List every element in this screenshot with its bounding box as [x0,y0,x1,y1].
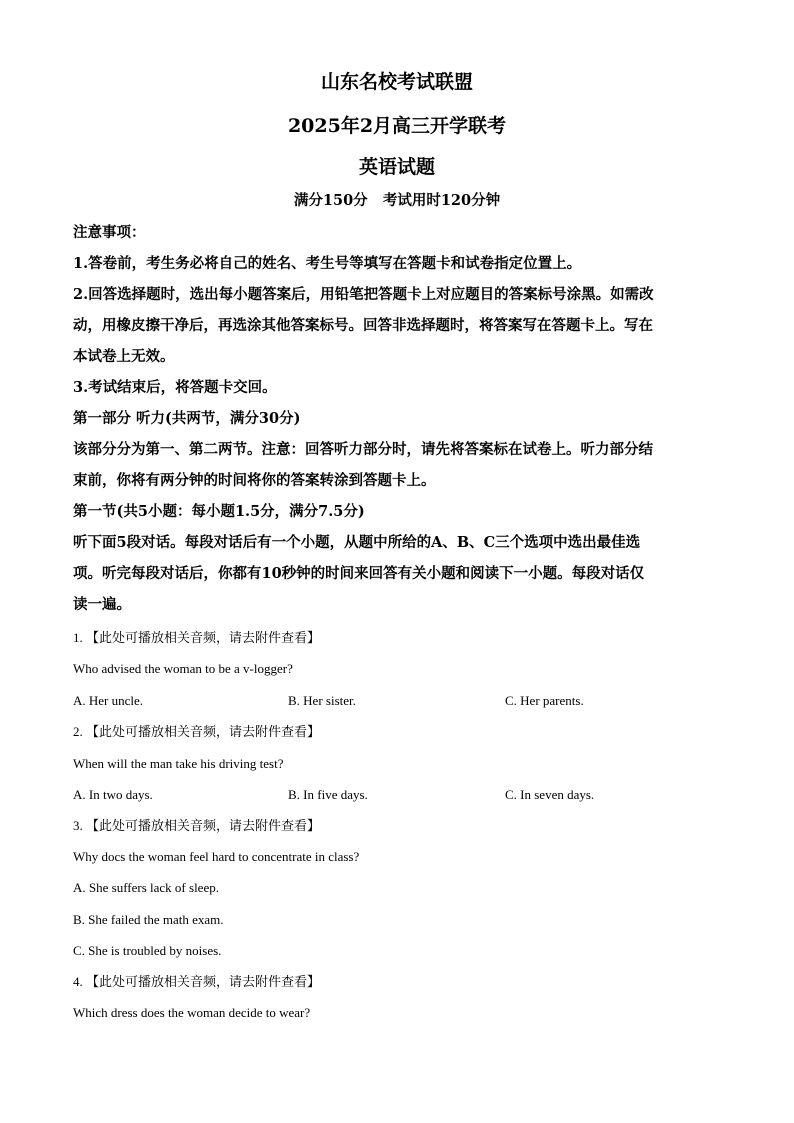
question-4-audio-link[interactable]: 4. 【此处可播放相关音频，请去附件查看】 [73,974,321,989]
question-2-option-a: A. In two days. [73,787,153,802]
subject-title: 英语试题 [358,156,435,178]
section-1-instructions-line-1: 听下面5段对话。每段对话后有一个小题，从题中所给的A、B、C三个选项中选出最佳选 [73,534,641,551]
question-2-audio-link[interactable]: 2. 【此处可播放相关音频，请去附件查看】 [73,724,321,739]
question-2-text: When will the man take his driving test? [73,756,284,771]
notice-item-3: 3.考试结束后，将答题卡交回。 [73,379,277,396]
question-3-option-c: C. She is troubled by noises. [73,943,222,958]
question-2-option-b: B. In five days. [288,787,368,802]
question-1-audio-link[interactable]: 1. 【此处可播放相关音频，请去附件查看】 [73,630,321,645]
section-1-title: 第一节(共5小题：每小题1.5分，满分7.5分) [73,503,365,520]
question-1-text: Who advised the woman to be a v-logger? [73,661,293,676]
question-1-option-b: B. Her sister. [288,693,356,708]
notice-item-2-line-3: 本试卷上无效。 [73,348,175,365]
part-1-title: 第一部分 听力(共两节，满分30分) [73,410,301,427]
question-3-text: Why docs the woman feel hard to concentrate in class? [73,849,360,864]
notice-heading: 注意事项： [73,224,146,241]
notice-item-2-line-1: 2.回答选择题时，选出每小题答案后，用铅笔把答题卡上对应题目的答案标号涂黑。如需改 [73,286,654,303]
notice-section [73,217,721,620]
question-3-audio-link[interactable]: 3. 【此处可播放相关音频，请去附件查看】 [73,818,321,833]
question-4-text: Which dress does the woman decide to wear? [73,1005,311,1020]
notice-item-1: 1.答卷前，考生务必将自己的姓名、考生号等填写在答题卡和试卷指定位置上。 [73,255,582,272]
section-1-instructions-line-2: 项。听完每段对话后，你都有10秒钟的时间来回答有关小题和阅读下一小题。每段对话仅 [73,565,645,582]
section-1-instructions-line-3: 读一遍。 [73,596,131,613]
question-1-option-a: A. Her uncle. [73,693,144,708]
part-1-desc-line-2: 束前，你将有两分钟的时间将你的答案转涂到答题卡上。 [73,472,436,489]
question-2-option-c: C. In seven days. [505,787,595,802]
question-3-option-b: B. She failed the math exam. [73,912,224,927]
exam-org-title: 山东名校考试联盟 [320,71,473,93]
question-1-option-c: C. Her parents. [505,693,584,708]
exam-info: 满分150分 考试用时120分钟 [293,192,501,209]
exam-date-title: 2025年2月高三开学联考 [287,115,507,137]
notice-item-2-line-2: 动，用橡皮擦干净后，再选涂其他答案标号。回答非选择题时，将答案写在答题卡上。写在 [73,317,653,334]
question-3-option-a: A. She suffers lack of sleep. [73,880,219,895]
part-1-desc-line-1: 该部分分为第一、第二两节。注意：回答听力部分时，请先将答案标在试卷上。听力部分结 [73,441,653,458]
